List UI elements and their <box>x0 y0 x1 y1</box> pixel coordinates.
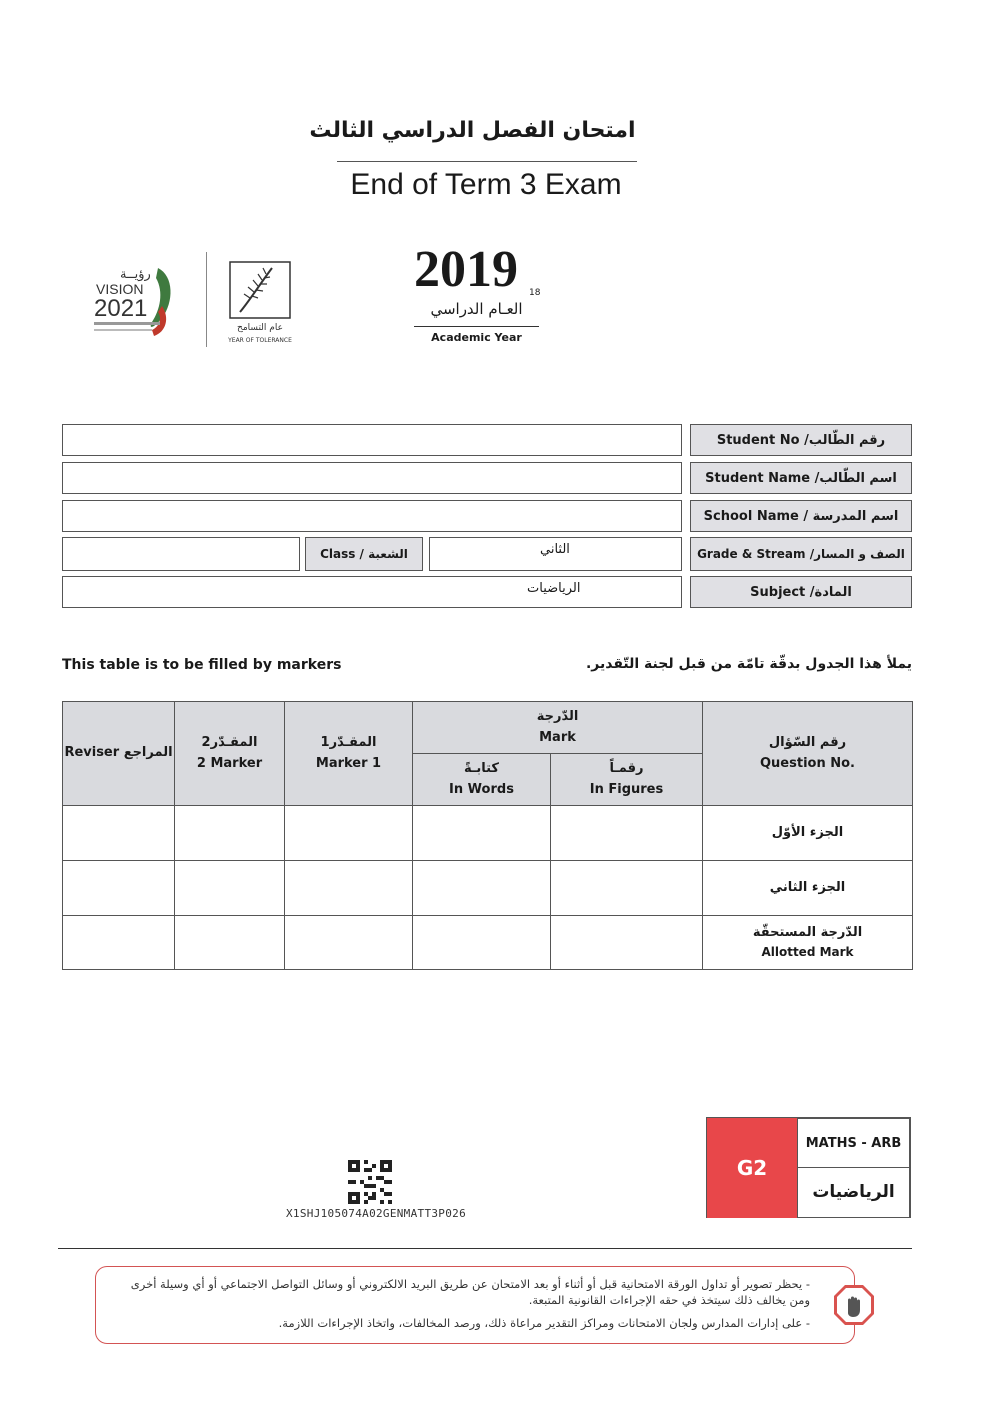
in-words-cell[interactable] <box>413 861 551 916</box>
reviser-cell[interactable] <box>63 806 175 861</box>
marker1-header: المقـدّر1 Marker 1 <box>285 702 413 806</box>
grade-field[interactable]: الثاني <box>429 537 682 571</box>
subject-badge-english: MATHS - ARB <box>798 1119 909 1168</box>
class-label: Class / الشعبة <box>305 537 423 571</box>
table-row <box>63 806 913 861</box>
footer-divider <box>58 1248 912 1249</box>
logo-tolerance-en: YEAR OF TOLERANCE <box>228 337 292 344</box>
vision-2021-logo <box>82 262 182 342</box>
academic-year-arabic: العـام الدراسي <box>430 300 523 318</box>
marker1-cell[interactable] <box>285 861 413 916</box>
marker2-cell[interactable] <box>175 806 285 861</box>
in-figures-cell[interactable] <box>551 806 703 861</box>
school-name-label: School Name / اسم المدرسة <box>690 500 912 532</box>
in-figures-header: رقمـاً In Figures <box>551 754 703 806</box>
student-name-field[interactable] <box>62 462 682 494</box>
subject-field[interactable]: الرياضيات <box>62 576 682 608</box>
warning-line-1: - يحظر تصوير أو تداول الورقة الامتحانية قبل أو أثناء أو بعد الامتحان عن طريق البريد الالكتروني أو وسائل التواصل الاجتماعي أو أي وسيلة أخرى ومن يخالف ذلك سيتخذ في حقه الإجراءات القانونية المتبعة. <box>130 1277 810 1307</box>
part-one-label: الجزء الأوّل <box>703 806 913 861</box>
marker2-header: المقـدّر2 2 Marker <box>175 702 285 806</box>
in-words-cell[interactable] <box>413 916 551 970</box>
in-figures-cell[interactable] <box>551 916 703 970</box>
student-no-field[interactable] <box>62 424 682 456</box>
academic-year-english: Academic Year <box>431 331 522 344</box>
academic-year-divider <box>414 326 539 327</box>
student-name-label: Student Name /اسم الطّالب <box>690 462 912 494</box>
in-figures-cell[interactable] <box>551 861 703 916</box>
marker1-cell[interactable] <box>285 806 413 861</box>
reviser-header: Reviser المراجع <box>63 702 175 806</box>
marker1-cell[interactable] <box>285 916 413 970</box>
year-of-tolerance-logo <box>220 260 298 345</box>
marks-table <box>62 701 913 970</box>
logo-tolerance-ar: عام التسامح <box>237 323 283 333</box>
title-divider <box>337 161 637 162</box>
grade-badge: G2 <box>707 1118 797 1218</box>
title-arabic: امتحان الفصل الدراسي الثالث <box>309 118 636 143</box>
exam-code: X1SHJ105074A02GENMATT3P026 <box>286 1207 466 1220</box>
title-english: End of Term 3 Exam <box>350 168 622 201</box>
subject-badge-arabic: الرياضيات <box>812 1182 895 1202</box>
reviser-cell[interactable] <box>63 916 175 970</box>
question-no-header: رقم السّؤال Question No. <box>703 702 913 806</box>
part-two-label: الجزء الثاني <box>703 861 913 916</box>
academic-year-number: 2019 <box>414 241 518 298</box>
table-row <box>63 861 913 916</box>
logo-divider <box>206 252 207 347</box>
qr-code <box>348 1160 392 1204</box>
in-words-header: كتابـةً In Words <box>413 754 551 806</box>
logo-vision-year: 2021 <box>94 295 148 322</box>
marker2-cell[interactable] <box>175 916 285 970</box>
logo-vision-en: VISION <box>96 281 144 297</box>
marker2-cell[interactable] <box>175 861 285 916</box>
reviser-cell[interactable] <box>63 861 175 916</box>
in-words-cell[interactable] <box>413 806 551 861</box>
stop-hand-icon <box>832 1283 876 1327</box>
subject-badge <box>797 1118 910 1218</box>
student-no-label: Student No /رقم الطّالب <box>690 424 912 456</box>
subject-label: Subject /المادة <box>690 576 912 608</box>
allotted-mark-label: الدّرجة المستحقّة Allotted Mark <box>703 916 913 970</box>
school-name-field[interactable] <box>62 500 682 532</box>
table-row <box>63 916 913 970</box>
class-field[interactable] <box>62 537 300 571</box>
warning-line-2: - على إدارات المدارس ولجان الامتحانات ومراكز التقدير مراعاة ذلك، ورصد المخالفات، واتخاذ الإجراءات اللازمة. <box>278 1316 810 1330</box>
markers-note-arabic: يملأ هذا الجدول بدقّة تامّة من قبل لجنة التّقدير. <box>585 656 912 672</box>
academic-year-suffix: 18 <box>529 288 541 298</box>
grade-stream-label: Grade & Stream /الصف و المسار <box>690 537 912 571</box>
logo-vision-ar: رؤيــة <box>120 267 151 282</box>
mark-header: الدّرجة Mark <box>413 702 703 754</box>
markers-note-english: This table is to be filled by markers <box>62 657 342 673</box>
